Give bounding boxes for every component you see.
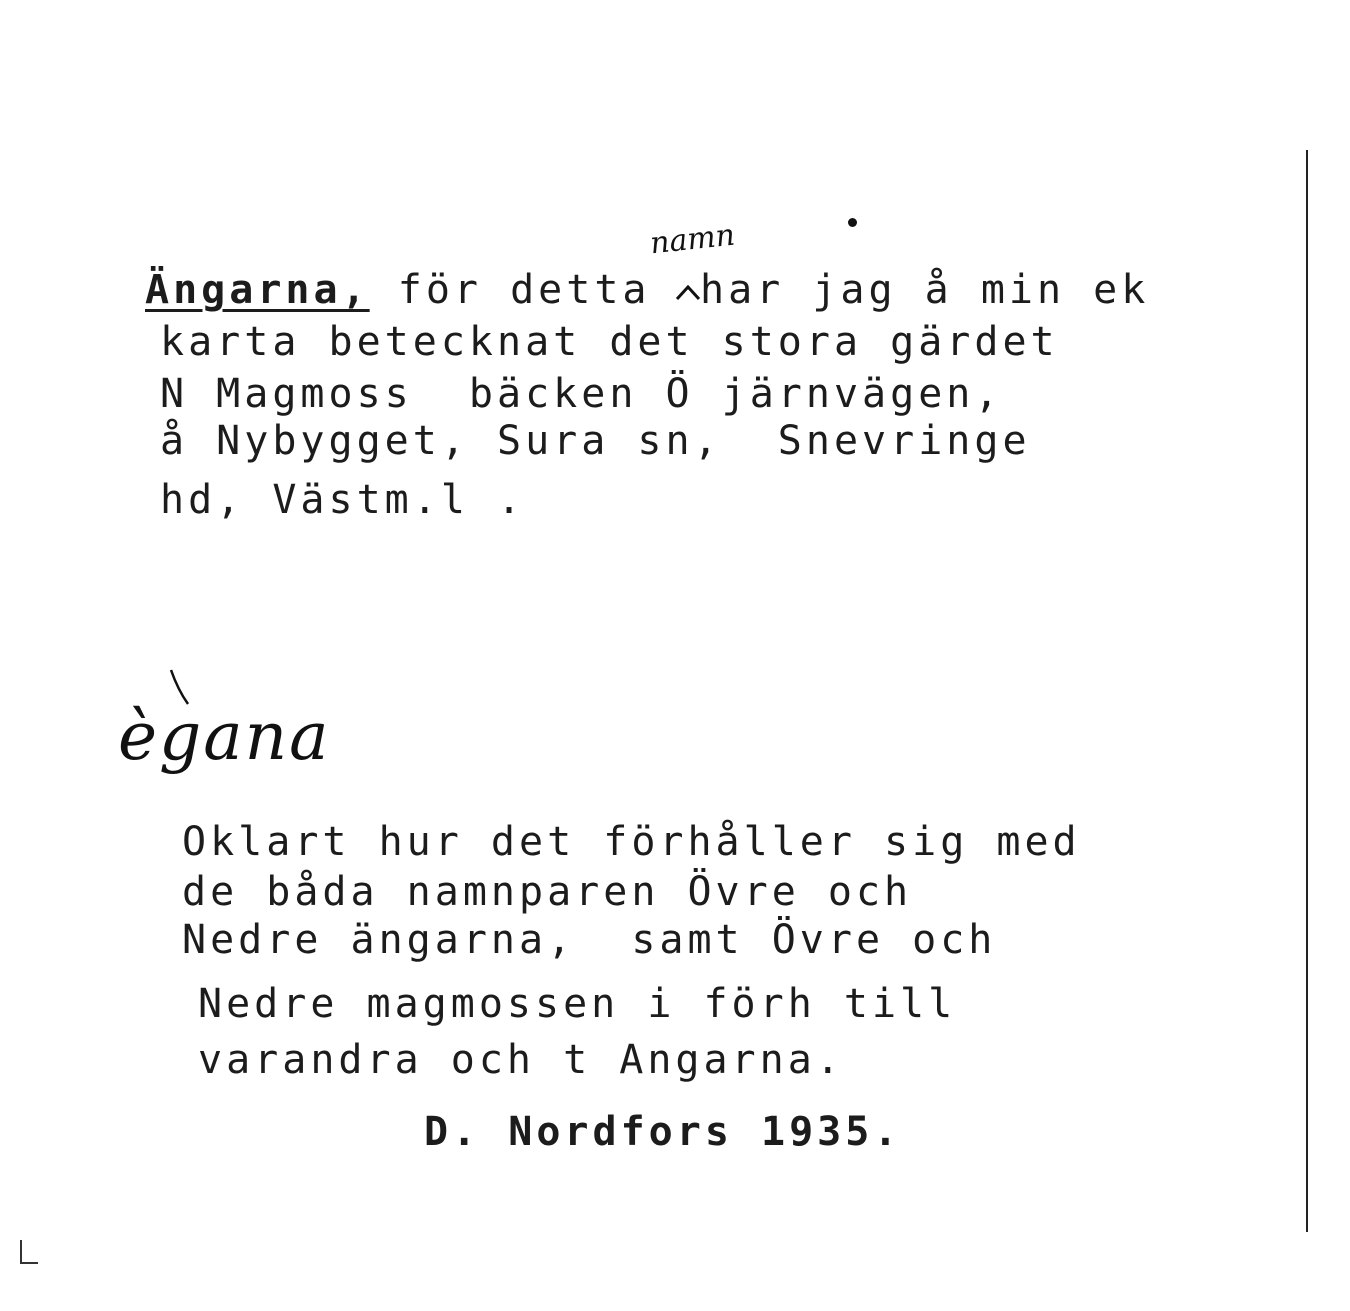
- handwritten-pronunciation: ègana: [118, 698, 331, 775]
- paragraph-1-line-1: [145, 267, 651, 313]
- paragraph-2-line-3: Nedre ängarna, samt Övre och: [182, 917, 997, 963]
- caret-mark: [675, 285, 701, 301]
- card-left-edge: [20, 1240, 22, 1264]
- paragraph-2-line-2: de båda namnparen Övre och: [182, 869, 913, 915]
- signature: D. Nordfors 1935.: [424, 1109, 902, 1155]
- paragraph-2-line-1: Oklart hur det förhåller sig med: [182, 819, 1081, 865]
- card-bottom-edge: [20, 1262, 38, 1264]
- paragraph-1-line-3: N Magmoss bäcken Ö järnvägen,: [160, 371, 1003, 417]
- paragraph-1-line-1-tail: har jag å min ek: [700, 267, 1150, 313]
- handwritten-insertion: namn: [648, 217, 737, 262]
- paragraph-2-line-4: Nedre magmossen i förh till: [198, 981, 957, 1027]
- paragraph-1-line-4: å Nybygget, Sura sn, Snevringe: [160, 418, 1031, 464]
- headword: Ängarna,: [145, 267, 370, 313]
- ink-dot: [848, 218, 857, 227]
- paragraph-2-line-5: varandra och t Angarna.: [198, 1037, 844, 1083]
- paragraph-1-line-5: hd, Västm.l .: [160, 477, 526, 523]
- paragraph-1-line-2: karta betecknat det stora gärdet: [160, 319, 1059, 365]
- card-right-edge: [1306, 150, 1308, 1232]
- line-1-text: för detta: [369, 267, 651, 313]
